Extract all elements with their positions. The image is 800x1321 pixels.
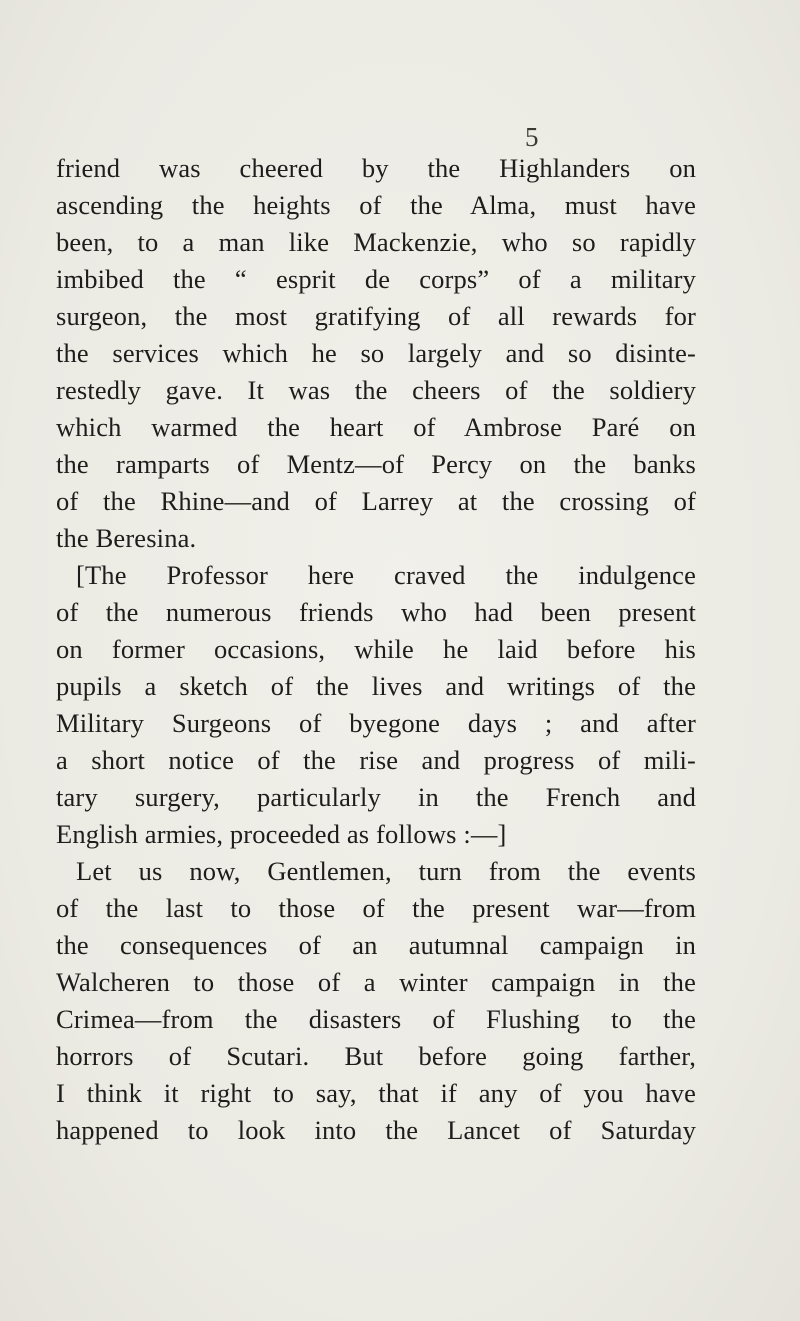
paragraph-end-line: English armies, proceeded as follows :—]: [56, 819, 507, 849]
text-line: I think it right to say, that if any of you have: [56, 1078, 696, 1108]
text-line: restedly gave. It was the cheers of the soldiery: [56, 375, 696, 405]
text-line: Walcheren to those of a winter campaign in the: [56, 967, 696, 997]
paragraph-start-line: Let us now, Gentlemen, turn from the events: [76, 856, 696, 886]
text-line: which warmed the heart of Ambrose Paré on: [56, 412, 696, 442]
text-line: Crimea—from the disasters of Flushing to the: [56, 1004, 696, 1034]
text-line: Military Surgeons of byegone days ; and after: [56, 708, 696, 738]
text-line: on former occasions, while he laid before his: [56, 634, 696, 664]
text-line: of the Rhine—and of Larrey at the crossing of: [56, 486, 696, 516]
text-line: a short notice of the rise and progress of mili-: [56, 745, 696, 775]
text-line: imbibed the “ esprit de corps” of a military: [56, 264, 696, 294]
text-line: happened to look into the Lancet of Saturday: [56, 1115, 696, 1145]
text-line: pupils a sketch of the lives and writings of the: [56, 671, 696, 701]
text-line: been, to a man like Mackenzie, who so rapidly: [56, 227, 696, 257]
page-number: 5: [525, 122, 539, 152]
text-line: the services which he so largely and so disinte-: [56, 338, 696, 368]
paragraph-end-line: the Beresina.: [56, 523, 197, 553]
text-line: the ramparts of Mentz—of Percy on the banks: [56, 449, 696, 479]
text-line: tary surgery, particularly in the French and: [56, 782, 696, 812]
text-line: horrors of Scutari. But before going farther,: [56, 1041, 696, 1071]
bracketed-paragraph-start: [The Professor here craved the indulgence: [76, 560, 696, 590]
text-line: surgeon, the most gratifying of all rewards for: [56, 301, 696, 331]
text-line: of the numerous friends who had been present: [56, 597, 696, 627]
body-text: [56, 150, 696, 1149]
text-line: of the last to those of the present war—from: [56, 893, 696, 923]
text-line: friend was cheered by the Highlanders on: [56, 153, 696, 183]
text-line: ascending the heights of the Alma, must have: [56, 190, 696, 220]
text-line: the consequences of an autumnal campaign in: [56, 930, 696, 960]
